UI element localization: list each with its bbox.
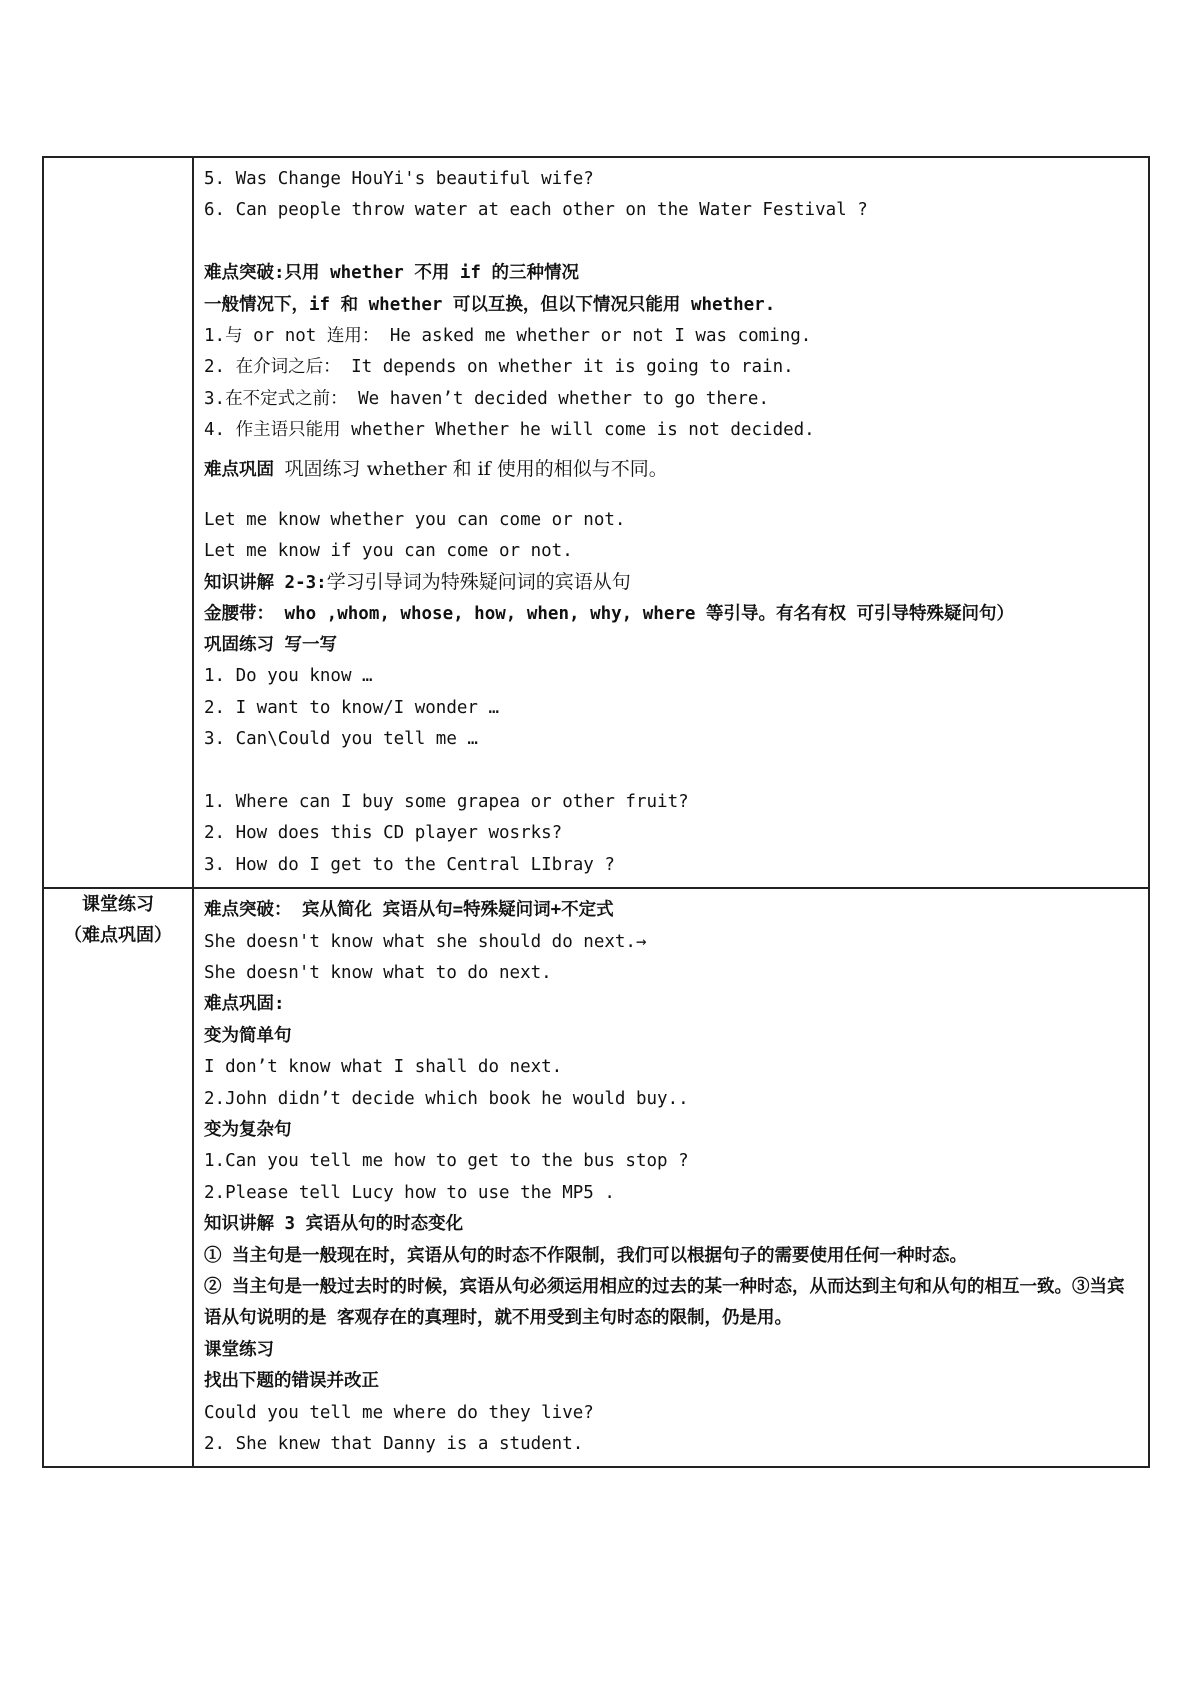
simple-item: I don’t know what I shall do next.	[204, 1057, 563, 1078]
error-item: 2. She knew that Danny is a student.	[204, 1433, 584, 1454]
difficulty-title: 难点突破:只用 whether 不用 if 的三种情况	[204, 263, 580, 284]
example-line: Let me know if you can come or not.	[204, 540, 573, 561]
rule-line: 1.与 or not 连用： He asked me whether or not I was coming.	[204, 325, 812, 346]
example-line: She doesn't know what she should do next.→	[204, 931, 647, 952]
section-label-line1: 课堂练习	[82, 894, 154, 916]
tense-title: 知识讲解 3 宾语从句的时态变化	[204, 1214, 464, 1235]
left-label-cell	[43, 888, 193, 1467]
consolidate-line	[204, 447, 1140, 491]
golden-belt-line: 金腰带： who ,whom, whose, how, when, why, where 等引导。有名有权 可引导特殊疑问句）	[204, 603, 1015, 624]
exercise-question: 3. How do I get to the Central LIbray ?	[204, 854, 615, 875]
practice-title: 巩固练习 写一写	[204, 635, 338, 656]
knowledge-text: 学习引导词为特殊疑问词的宾语从句	[326, 571, 631, 594]
simple-item: 2.John didn’t decide which book he would buy..	[204, 1088, 689, 1109]
rule-line: 4. 作主语只能用 whether Whether he will come is not decided.	[204, 420, 815, 441]
complex-item: 2.Please tell Lucy how to use the MP5 .	[204, 1182, 615, 1203]
prompt-line: 1. Do you know …	[204, 666, 373, 687]
table-row-1	[43, 157, 1149, 888]
content-cell-2	[193, 888, 1149, 1467]
to-simple-heading: 变为简单句	[204, 1025, 292, 1046]
left-label-cell-empty	[43, 157, 193, 888]
consolidate-text: 巩固练习 whether 和 if 使用的相似与不同。	[284, 457, 668, 480]
example-line: Let me know whether you can come or not.	[204, 509, 626, 530]
class-practice-heading: 课堂练习	[204, 1339, 274, 1360]
knowledge-label: 知识讲解 2-3:	[204, 573, 327, 594]
tense-rule-2: ② 当主句是一般过去时的时候，宾语从句必须运用相应的过去的某一种时态，从而达到主句和从句的相互一致。③当宾语从句说明的是 客观存在的真理时，就不用受到主句时态的限制，仍是用。	[204, 1276, 1125, 1329]
exercise-question: 1. Where can I buy some grapea or other fruit?	[204, 792, 689, 813]
question-line-5: 5. Was Change HouYi's beautiful wife?	[204, 169, 594, 189]
find-errors-heading: 找出下题的错误并改正	[204, 1371, 379, 1392]
question-line-6: 6. Can people throw water at each other on the Water Festival ?	[204, 200, 868, 221]
rule-line: 2. 在介词之后： It depends on whether it is going to rain.	[204, 357, 794, 378]
consolidate-label: 难点巩固	[204, 459, 274, 480]
prompt-line: 2. I want to know/I wonder …	[204, 697, 500, 718]
to-complex-heading: 变为复杂句	[204, 1119, 292, 1140]
difficulty-intro: 一般情况下，if 和 whether 可以互换，但以下情况只能用 whether.	[204, 294, 776, 315]
complex-item: 1.Can you tell me how to get to the bus stop ?	[204, 1151, 689, 1172]
tense-rule-1: ① 当主句是一般现在时，宾语从句的时态不作限制，我们可以根据句子的需要使用任何一种时态。	[204, 1245, 968, 1266]
rule-line: 3.在不定式之前： We haven’t decided whether to go there.	[204, 388, 770, 409]
knowledge-line	[204, 567, 1140, 598]
lesson-table	[42, 156, 1150, 1468]
error-item: Could you tell me where do they live?	[204, 1402, 594, 1423]
consolidate-heading: 难点巩固:	[204, 994, 285, 1015]
content-cell-1	[193, 157, 1149, 888]
table-row-2	[43, 888, 1149, 1467]
simplify-title: 难点突破： 宾从简化 宾语从句=特殊疑问词+不定式	[204, 900, 614, 921]
example-line: She doesn't know what to do next.	[204, 962, 552, 983]
section-label-line2: （难点巩固）	[64, 925, 172, 947]
prompt-line: 3. Can\Could you tell me …	[204, 729, 478, 750]
exercise-question: 2. How does this CD player wosrks?	[204, 823, 563, 844]
